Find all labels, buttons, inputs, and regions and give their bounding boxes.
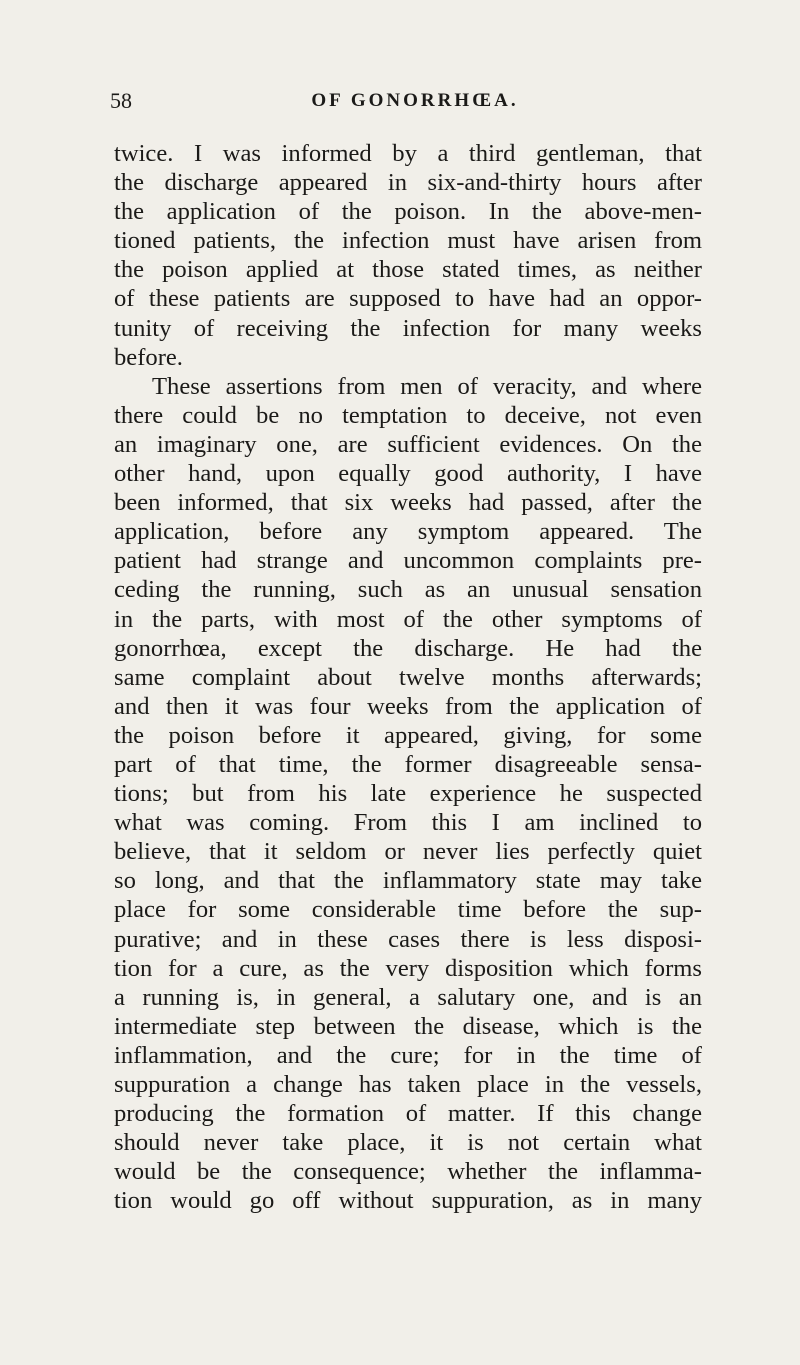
text-line: ceding the running, such as an unusual sensation xyxy=(114,576,702,604)
text-line: part of that time, the former disagreeable sensa- xyxy=(114,750,702,778)
text-line: tioned patients, the infection must have arisen from xyxy=(114,227,702,255)
text-line: tunity of receiving the infection for many weeks xyxy=(114,314,702,342)
text-line: a running is, in general, a salutary one, and is an xyxy=(114,983,702,1011)
text-line: so long, and that the inflammatory state may take xyxy=(114,867,702,895)
text-line: in the parts, with most of the other symptoms of xyxy=(114,605,702,633)
text-line: the poison applied at those stated times, as neither xyxy=(114,256,702,284)
text-line: purative; and in these cases there is less disposi- xyxy=(114,925,702,953)
text-line: would be the consequence; whether the inflamma- xyxy=(114,1158,702,1186)
text-line: should never take place, it is not certain what xyxy=(114,1129,702,1157)
text-line: other hand, upon equally good authority, I have xyxy=(114,460,702,488)
text-line: place for some considerable time before the sup- xyxy=(114,896,702,924)
text-line: tion would go off without suppuration, as in many xyxy=(114,1187,702,1215)
text-line: tion for a cure, as the very disposition which forms xyxy=(114,954,702,982)
text-line: twice. I was informed by a third gentleman, that xyxy=(114,140,702,167)
text-line: These assertions from men of veracity, and where xyxy=(152,372,702,400)
text-line: the discharge appeared in six-and-thirty hours after xyxy=(114,169,702,197)
text-line: producing the formation of matter. If this change xyxy=(114,1100,702,1128)
text-line: suppuration a change has taken place in the vessels, xyxy=(114,1071,702,1098)
text-line: of these patients are supposed to have had an oppor- xyxy=(114,285,702,313)
text-line: what was coming. From this I am inclined to xyxy=(114,809,702,837)
page-header xyxy=(110,88,720,118)
text-line: inflammation, and the cure; for in the time of xyxy=(114,1041,702,1069)
body-text xyxy=(114,139,702,1215)
text-line: application, before any symptom appeared. The xyxy=(114,518,702,546)
running-title: OF GONORRHŒA. xyxy=(311,90,519,111)
text-line: and then it was four weeks from the application of xyxy=(114,692,702,720)
text-line: been informed, that six weeks had passed, after the xyxy=(114,489,702,517)
text-line: the application of the poison. In the above-men- xyxy=(114,198,702,226)
text-line: patient had strange and uncommon complaints pre- xyxy=(114,547,702,575)
text-line: tions; but from his late experience he suspected xyxy=(114,780,702,808)
text-line: believe, that it seldom or never lies perfectly quiet xyxy=(114,838,702,866)
text-line: intermediate step between the disease, which is the xyxy=(114,1012,702,1040)
text-line: same complaint about twelve months afterwards; xyxy=(114,663,702,691)
page-number: 58 xyxy=(110,88,132,113)
text-line: before. xyxy=(114,343,183,371)
text-line: an imaginary one, are sufficient evidences. On the xyxy=(114,430,702,458)
text-line: the poison before it appeared, giving, for some xyxy=(114,721,702,749)
text-line: gonorrhœa, except the discharge. He had the xyxy=(114,634,702,662)
text-line: there could be no temptation to deceive, not even xyxy=(114,401,702,429)
